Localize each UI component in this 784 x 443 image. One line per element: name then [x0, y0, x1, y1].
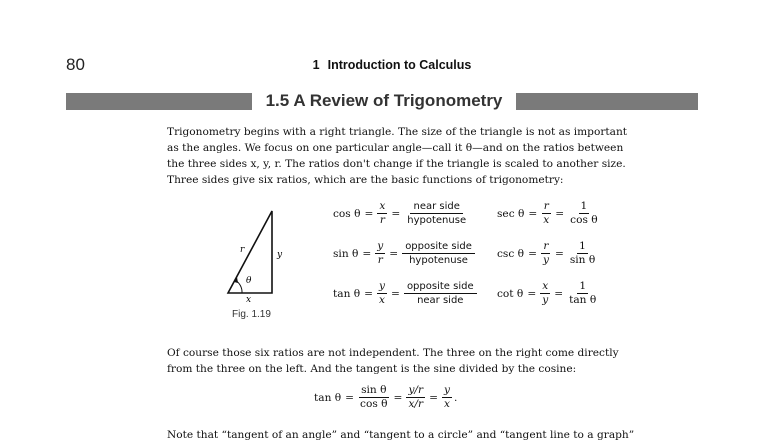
chapter-title: Introduction to Calculus [327, 58, 472, 72]
right-triangle-figure [220, 205, 300, 305]
intro-paragraph [167, 124, 627, 188]
eq-fraction: $\frac{x}{y}$ [542, 280, 549, 306]
identity-lhs: tan θ [314, 391, 342, 404]
section-bar-right [516, 93, 698, 110]
eq-fraction: $\frac{r}{y}$ [542, 240, 549, 266]
equation-cot: cot θ = $\frac{x}{y}$ = $\frac{1}{\text{tan θ}}$ [497, 280, 597, 306]
page-number: 80 [66, 55, 85, 74]
equation-csc: csc θ = $\frac{r}{y}$ = $\frac{1}{\text{sin θ}}$ [497, 240, 596, 266]
eq-fraction: $\frac{r}{x}$ [543, 200, 550, 226]
eq-fraction-2: $\frac{1}{\text{sin θ}}$ [569, 240, 596, 266]
eq-word-fraction: $\frac{\text{near side}}{\text{hypotenuse}}$ [407, 201, 467, 226]
eq-fraction-2: $\frac{1}{\text{tan θ}}$ [569, 280, 597, 306]
chapter-number: 1 [312, 58, 320, 72]
identity-fraction-3: $\frac{y}{x}$ [443, 384, 450, 410]
eq-lhs: cos θ [333, 207, 361, 220]
tan-identity-equation: tan θ = $\frac{\text{sin θ}}{\text{cos θ}}$ = $\frac{y/r}{x/r}$ = $\frac{y}{x}$ . [314, 384, 458, 410]
label-r: r [240, 245, 245, 255]
label-x: x [246, 295, 252, 305]
chapter-heading [0, 58, 784, 72]
intro-line-4: Three sides give six ratios, which are the basic functions of trigonometry: [167, 174, 564, 186]
para3-line-1: Note that “tangent of an angle” and “tangent to a circle” and “tangent line to a graph” [167, 429, 635, 441]
paragraph-2 [167, 345, 627, 377]
identity-fraction-2: $\frac{y/r}{x/r}$ [408, 384, 424, 410]
equation-cos: cos θ = $\frac{x}{r}$ = $\frac{\text{near side}}{\text{hypotenuse}}$ [333, 200, 471, 227]
eq-lhs: tan θ [333, 287, 361, 300]
eq-fraction: $\frac{y}{r}$ [377, 240, 384, 266]
identity-period: . [453, 391, 458, 404]
eq-lhs: sec θ [497, 207, 525, 220]
intro-line-1: Trigonometry begins with a right triangle. The size of the triangle is not as important [167, 126, 628, 138]
intro-line-2: as the angles. We focus on one particular angle—call it θ—and on the ratios between [167, 142, 624, 154]
para2-line-1: Of course those six ratios are not independent. The three on the right come directly [167, 347, 619, 359]
eq-lhs: sin θ [333, 247, 359, 260]
section-title: 1.5 A Review of Trigonometry [265, 91, 503, 110]
eq-lhs: cot θ [497, 287, 524, 300]
eq-word-fraction: $\frac{\text{opposite side}}{\text{near side}}$ [404, 280, 477, 307]
equation-sec: sec θ = $\frac{r}{x}$ = $\frac{1}{\text{cos θ}}$ [497, 200, 598, 226]
equation-tan: tan θ = $\frac{y}{x}$ = $\frac{\text{opposite side}}{\text{near side}}$ [333, 280, 479, 307]
section-bar-left [66, 93, 252, 110]
figure-caption: Fig. 1.19 [232, 309, 271, 320]
intro-line-3: the three sides x, y, r. The ratios don't change if the triangle is scaled to another size. [167, 158, 626, 170]
eq-lhs: csc θ [497, 247, 525, 260]
identity-fraction-1: $\frac{\text{sin θ}}{\text{cos θ}}$ [360, 384, 388, 410]
para2-line-2: from the three on the left. And the tangent is the sine divided by the cosine: [167, 363, 577, 375]
equation-sin: sin θ = $\frac{y}{r}$ = $\frac{\text{opposite side}}{\text{hypotenuse}}$ [333, 240, 477, 267]
eq-fraction-2: $\frac{1}{\text{cos θ}}$ [570, 200, 598, 226]
label-y: y [277, 250, 283, 260]
eq-fraction: $\frac{y}{x}$ [379, 280, 386, 306]
eq-word-fraction: $\frac{\text{opposite side}}{\text{hypotenuse}}$ [402, 240, 475, 267]
label-theta: θ [246, 276, 252, 286]
eq-fraction: $\frac{x}{r}$ [379, 200, 386, 226]
